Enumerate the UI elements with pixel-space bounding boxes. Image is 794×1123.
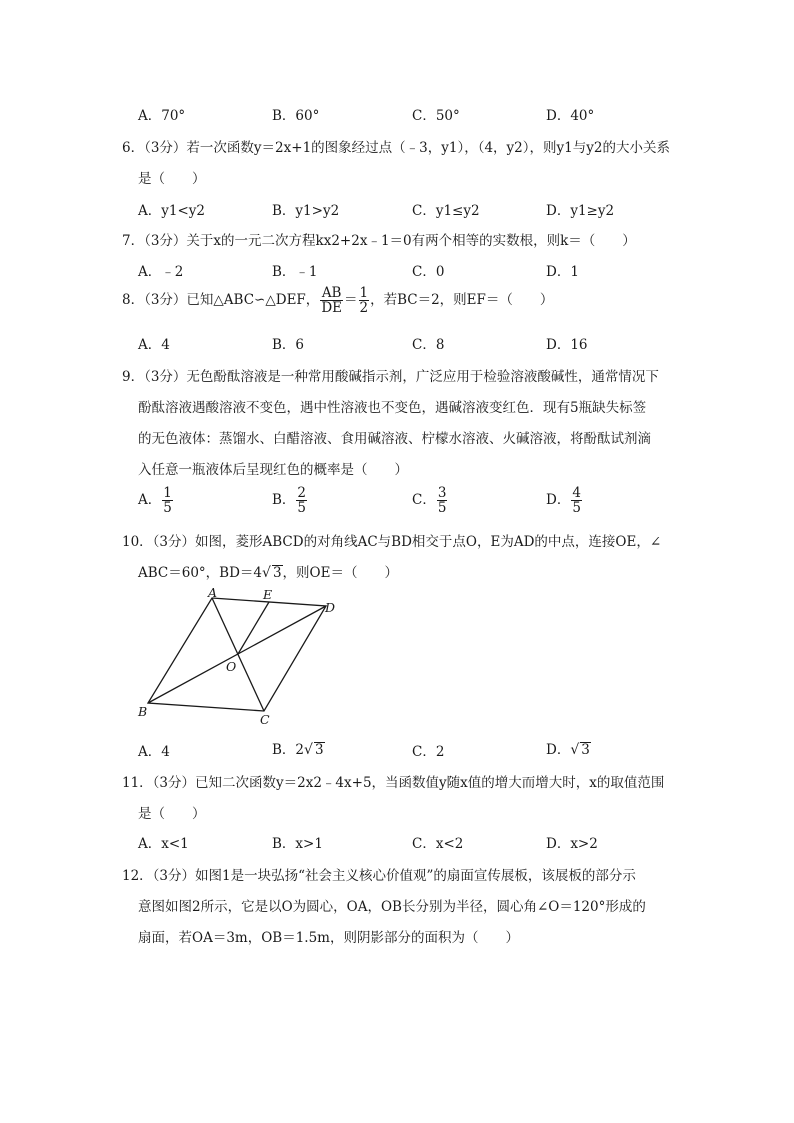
q8-value-fraction <box>359 286 370 315</box>
q11-stem-line1: 11．（3分）已知二次函数y＝2x2﹣4x+5，当函数值y随x值的增大而增大时，x的取值范围 <box>122 775 665 791</box>
q8-ratio-denominator: DE <box>321 300 342 317</box>
q8-option-d: D．16 <box>546 337 588 353</box>
q10-option-d-radicand: 3 <box>581 742 590 758</box>
q10-option-c: C．2 <box>412 744 445 760</box>
q9-option-c-fraction <box>437 486 448 515</box>
q5-option-d: D．40° <box>546 108 595 124</box>
q10-option-d <box>546 738 591 758</box>
q5-option-b: B．60° <box>272 108 320 124</box>
q10-option-b-radicand: 3 <box>314 742 324 758</box>
q9-option-a <box>138 486 174 515</box>
q9-stem-line2: 酚酞溶液遇酸溶液不变色，遇中性溶液也不变色，遇碱溶液变红色．现有5瓶缺失标签 <box>138 400 647 416</box>
q7-option-c: C．0 <box>412 264 445 280</box>
q8-option-b: B．6 <box>272 337 305 353</box>
q8-option-c: C．8 <box>412 337 445 353</box>
label-o: O <box>226 659 237 674</box>
q6-stem-line1: 6．（3分）若一次函数y＝2x+1的图象经过点（﹣3，y1），（4，y2），则y1与y2的大小关系 <box>122 140 670 156</box>
q8-equals: ＝ <box>344 292 358 309</box>
q9-stem-line3: 的无色液体：蒸馏水、白醋溶液、食用碱溶液、柠檬水溶液、火碱溶液，将酚酞试剂滴 <box>138 431 651 447</box>
q6-option-d: D．y1≥y2 <box>546 203 615 219</box>
q8-prefix: 8．（3分）已知△ABC∽△DEF， <box>122 292 320 309</box>
q10-option-b <box>272 738 325 758</box>
label-c: C <box>260 712 270 727</box>
q10-option-b-label: B．2 <box>272 742 305 758</box>
q9-option-d <box>546 486 583 515</box>
q8-value-numerator: 1 <box>359 285 369 301</box>
sqrt-symbol-icon: √ <box>304 742 313 758</box>
q12-stem-line2: 意图如图2所示，它是以O为圆心，OA，OB长分别为半径，圆心角∠O＝120°形成的 <box>138 899 646 915</box>
q6-option-c: C．y1≤y2 <box>412 203 480 219</box>
q9-option-c-denominator: 5 <box>437 500 447 517</box>
q11-option-b: B．x>1 <box>272 836 323 852</box>
q10-option-d-label: D． <box>546 742 571 758</box>
q10-stem-line2 <box>138 561 398 581</box>
q9-option-d-numerator: 4 <box>572 485 581 501</box>
q8-value-denominator: 2 <box>359 300 369 317</box>
diagonal-bd <box>148 606 326 703</box>
q5-option-c: C．50° <box>412 108 460 124</box>
q5-option-a: A．70° <box>138 108 186 124</box>
rhombus-figure <box>130 588 350 728</box>
q9-option-a-numerator: 1 <box>163 485 172 501</box>
q7-option-d: D．1 <box>546 264 579 280</box>
q9-option-c-label: C． <box>412 492 436 509</box>
q9-option-d-label: D． <box>546 492 571 509</box>
q6-option-a: A．y1<y2 <box>138 203 205 219</box>
q9-option-d-fraction <box>571 486 582 515</box>
q9-stem-line4: 入任意一瓶液体后呈现红色的概率是（ ） <box>138 462 408 478</box>
q9-option-b-numerator: 2 <box>297 485 307 501</box>
q8-stem <box>122 286 553 315</box>
label-a: A <box>208 588 218 600</box>
q9-option-b <box>272 486 308 515</box>
label-d: D <box>325 600 336 615</box>
q9-option-a-denominator: 5 <box>163 500 172 517</box>
q12-stem-line3: 扇面，若OA＝3m，OB＝1.5m，则阴影部分的面积为（ ） <box>138 930 519 946</box>
q11-option-d: D．x>2 <box>546 836 598 852</box>
q10-stem-line2-pre: ABC＝60°，BD＝4 <box>138 565 263 581</box>
q8-option-a: A．4 <box>138 337 170 353</box>
q10-option-a: A．4 <box>138 744 170 760</box>
q9-option-b-fraction <box>296 486 307 515</box>
q8-suffix: ，若BC＝2，则EF＝（ ） <box>370 292 554 309</box>
q12-stem-line1: 12．（3分）如图1是一块弘扬“社会主义核心价值观”的扇面宣传展板，该展板的部分示 <box>122 868 636 884</box>
sqrt-symbol-icon: √ <box>570 742 580 758</box>
q10-stem-line1: 10．（3分）如图，菱形ABCD的对角线AC与BD相交于点O，E为AD的中点，连接OE，∠ <box>122 534 662 550</box>
q6-stem-line2: 是（ ） <box>138 171 206 187</box>
q9-option-a-label: A． <box>138 492 162 509</box>
q11-stem-line2: 是（ ） <box>138 806 206 822</box>
q7-option-a: A．﹣2 <box>138 264 184 280</box>
q9-option-b-denominator: 5 <box>297 500 307 517</box>
q9-option-a-fraction <box>162 486 173 515</box>
q10-stem-line2-post: ，则OE＝（ ） <box>282 565 398 581</box>
label-b: B <box>138 704 148 719</box>
q10-radicand: 3 <box>272 565 282 581</box>
q8-ratio-numerator: AB <box>321 285 342 301</box>
q8-ratio-fraction <box>320 286 343 315</box>
q7-option-b: B．﹣1 <box>272 264 318 280</box>
q7-stem: 7．（3分）关于x的一元二次方程kx2+2x﹣1＝0有两个相等的实数根，则k＝（ ） <box>122 233 636 249</box>
q9-stem-line1: 9．（3分）无色酚酞溶液是一种常用酸碱指示剂，广泛应用于检验溶液酸碱性，通常情况下 <box>122 369 659 385</box>
q9-option-d-denominator: 5 <box>572 500 581 517</box>
label-e: E <box>263 588 273 602</box>
q6-option-b: B．y1>y2 <box>272 203 340 219</box>
q9-option-c <box>412 486 448 515</box>
sqrt-symbol-icon: √ <box>262 565 271 581</box>
q9-option-c-numerator: 3 <box>437 485 447 501</box>
q9-option-b-label: B． <box>272 492 296 509</box>
q11-option-a: A．x<1 <box>138 836 189 852</box>
q11-option-c: C．x<2 <box>412 836 464 852</box>
